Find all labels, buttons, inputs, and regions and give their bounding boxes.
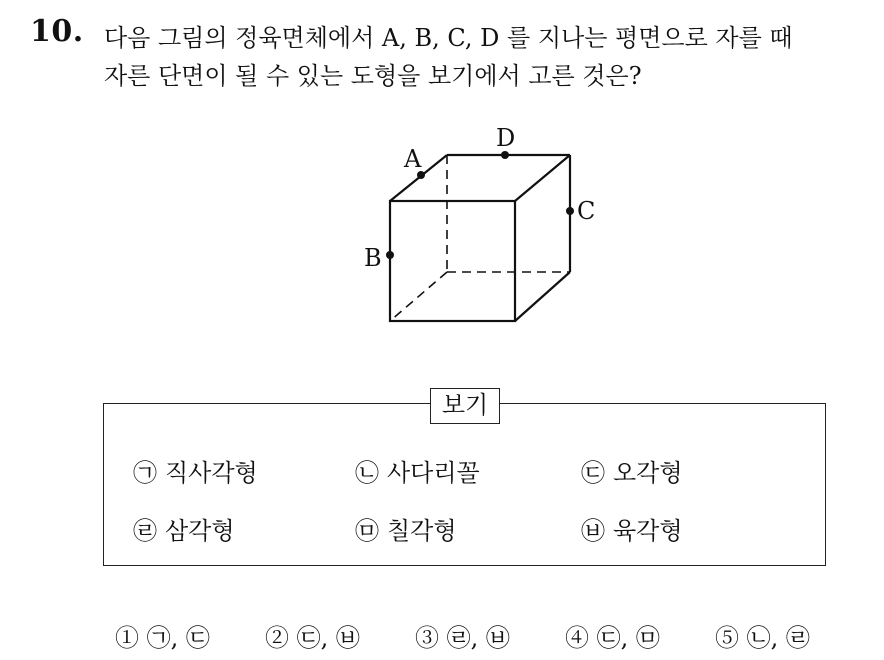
- answer-choice-1[interactable]: ① ㉠, ㉢: [115, 624, 210, 652]
- bogi-option-text: 직사각형: [165, 459, 258, 487]
- bogi-option-mark: ㉠: [133, 459, 157, 487]
- bogi-option: [355, 511, 457, 546]
- bogi-title: 보기: [430, 388, 500, 424]
- point-b: [386, 251, 394, 259]
- bogi-option: [581, 453, 683, 488]
- answer-choice-2[interactable]: ② ㉢, ㉥: [265, 624, 360, 652]
- bogi-option-mark: ㉣: [133, 517, 157, 545]
- label-d: D: [496, 124, 516, 152]
- answer-choice-4[interactable]: ④ ㉢, ㉤: [565, 624, 660, 652]
- answer-choice-5[interactable]: ⑤ ㉡, ㉣: [715, 624, 810, 652]
- bogi-option-text: 오각형: [613, 459, 683, 487]
- answer-choice-3[interactable]: ③ ㉣, ㉥: [415, 624, 510, 652]
- bogi-option: [355, 453, 480, 488]
- bogi-option-text: 삼각형: [165, 517, 235, 545]
- bogi-option-text: 칠각형: [387, 517, 457, 545]
- label-c: C: [577, 197, 596, 225]
- bogi-option-mark: ㉥: [581, 517, 605, 545]
- question-text-line-2: 자른 단면이 될 수 있는 도형을 보기에서 고른 것은?: [104, 62, 642, 90]
- cube-top-right-edge: [515, 155, 570, 201]
- bogi-option: [133, 511, 235, 546]
- bogi-option: [133, 453, 258, 488]
- question-number: 10.: [30, 14, 84, 49]
- bogi-option: [581, 511, 683, 546]
- label-b: B: [364, 244, 382, 272]
- bogi-option-text: 육각형: [613, 517, 683, 545]
- bogi-option-mark: ㉡: [355, 459, 379, 487]
- point-c: [566, 207, 574, 215]
- cube-figure: [340, 120, 630, 335]
- label-a: A: [404, 145, 422, 173]
- point-d: [501, 151, 509, 159]
- cube-bottom-right-edge: [515, 272, 570, 321]
- cube-hidden-edge-diagonal: [390, 272, 447, 321]
- bogi-option-mark: ㉢: [581, 459, 605, 487]
- bogi-option-text: 사다리꼴: [387, 459, 480, 487]
- bogi-option-mark: ㉤: [355, 517, 379, 545]
- question-text-line-1: 다음 그림의 정육면체에서 A, B, C, D 를 지나는 평면으로 자를 때: [104, 24, 793, 52]
- cube-front-face: [390, 201, 515, 321]
